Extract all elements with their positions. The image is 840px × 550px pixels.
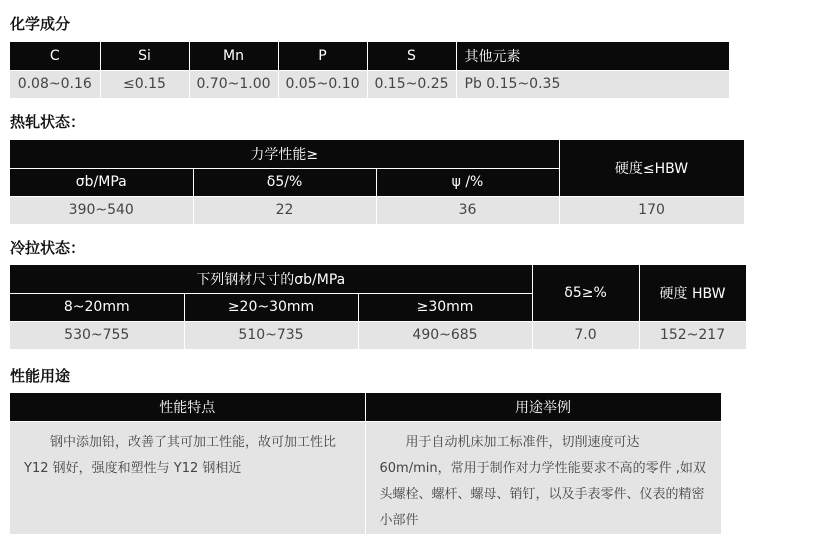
- cold-value-delta: 7.0: [532, 321, 639, 349]
- hot-group-header: 力学性能≥: [10, 140, 559, 168]
- hot-header-elongation: δ5/%: [193, 168, 376, 196]
- chem-value-p: 0.05~0.10: [278, 70, 367, 98]
- chem-value-c: 0.08~0.16: [10, 70, 100, 98]
- hot-value-elongation: 22: [193, 196, 376, 224]
- cold-header-size-2: ≥20~30mm: [184, 293, 358, 321]
- usage-features-text: 钢中添加铅，改善了其可加工性能，故可加工性比Y12 钢好，强度和塑性与 Y12 钢相近: [10, 421, 365, 534]
- cold-group-header: 下列钢材尺寸的σb/MPa: [10, 265, 532, 293]
- usage-header-examples: 用途举例: [365, 393, 721, 421]
- usage-table: [10, 393, 722, 534]
- chem-value-s: 0.15~0.25: [367, 70, 456, 98]
- hot-value-hardness: 170: [559, 196, 744, 224]
- hot-value-reduction: 36: [376, 196, 559, 224]
- cold-heading: 冷拉状态：: [10, 239, 86, 257]
- chem-value-si: ≤0.15: [100, 70, 189, 98]
- hot-header-tensile: σb/MPa: [10, 168, 193, 196]
- cold-hardness-header: 硬度 HBW: [639, 265, 746, 321]
- cold-header-size-1: 8~20mm: [10, 293, 184, 321]
- chem-value-mn: 0.70~1.00: [189, 70, 278, 98]
- chem-header-p: P: [278, 42, 367, 70]
- chem-table: [10, 42, 730, 98]
- usage-examples-text: 用于自动机床加工标准件，切削速度可达 60m/min，常用于制作对力学性能要求不高的零件 ,如双头螺栓、螺杆、螺母、销钉，以及手表零件、仪表的精密小部件: [365, 421, 721, 534]
- chem-value-other: Pb 0.15~0.35: [456, 70, 729, 98]
- hot-value-tensile: 390~540: [10, 196, 193, 224]
- cold-table: [10, 265, 747, 349]
- usage-header-features: 性能特点: [10, 393, 365, 421]
- chem-header-other: 其他元素: [456, 42, 729, 70]
- hot-header-reduction: ψ /%: [376, 168, 559, 196]
- chem-header-mn: Mn: [189, 42, 278, 70]
- cold-value-size-3: 490~685: [358, 321, 532, 349]
- cold-value-size-2: 510~735: [184, 321, 358, 349]
- chem-header-c: C: [10, 42, 100, 70]
- cold-value-size-1: 530~755: [10, 321, 184, 349]
- hot-heading: 热轧状态：: [10, 113, 86, 131]
- usage-heading: 性能用途: [10, 367, 71, 385]
- hot-table: [10, 140, 745, 224]
- cold-value-hardness: 152~217: [639, 321, 746, 349]
- chem-header-s: S: [367, 42, 456, 70]
- chem-heading: 化学成分: [10, 15, 71, 33]
- cold-delta-header: δ5≥%: [532, 265, 639, 321]
- hot-hardness-header: 硬度≤HBW: [559, 140, 744, 196]
- cold-header-size-3: ≥30mm: [358, 293, 532, 321]
- chem-header-si: Si: [100, 42, 189, 70]
